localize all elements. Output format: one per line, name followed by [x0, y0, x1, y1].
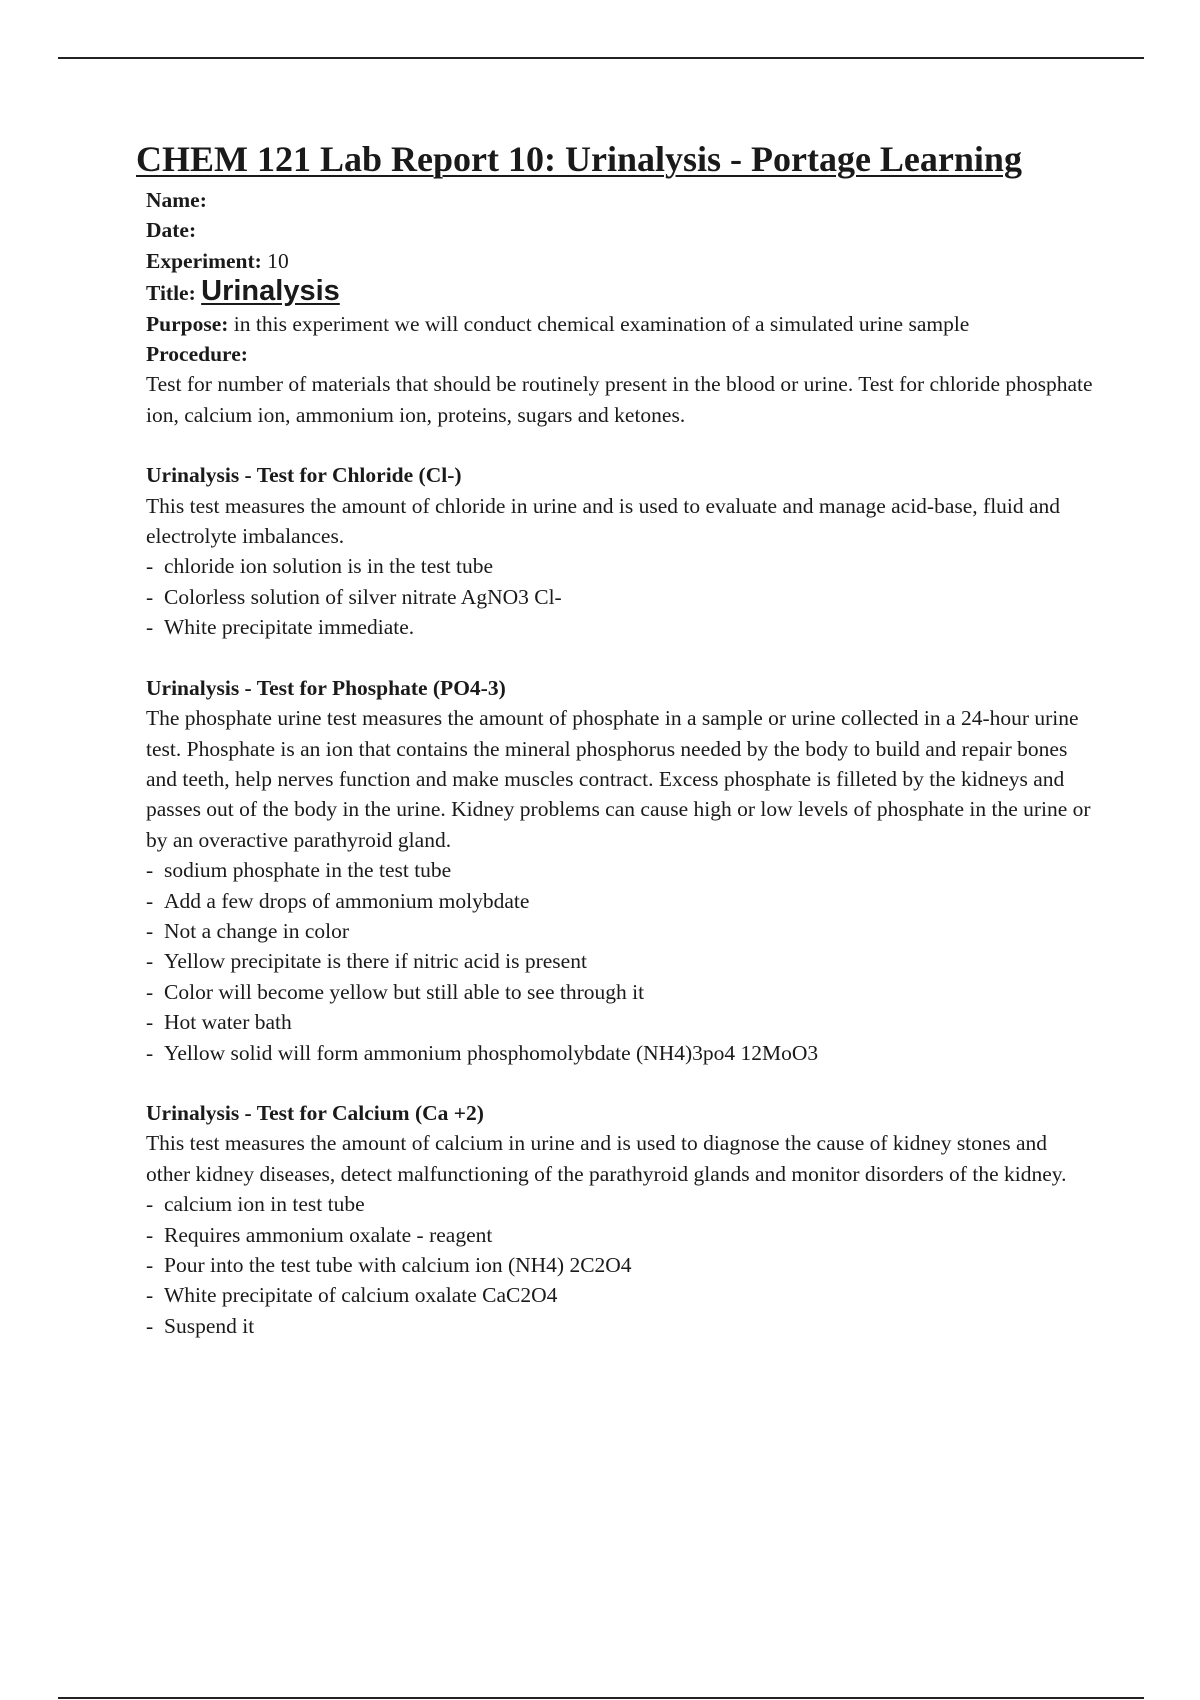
experiment-field — [146, 246, 1096, 276]
list-item: - Suspend it — [146, 1311, 1096, 1341]
section-description: This test measures the amount of calcium in urine and is used to diagnose the cause of kidney stones and other kidney diseases, detect malfunctioning of the parathyroid glands and monitor disorders of the kidney. — [146, 1131, 1067, 1186]
section-heading: Urinalysis - Test for Phosphate (PO4-3) — [146, 675, 506, 700]
section-heading: Urinalysis - Test for Chloride (Cl-) — [146, 463, 462, 488]
date-label: Date: — [146, 218, 197, 243]
list-item: - calcium ion in test tube — [146, 1189, 1096, 1219]
list-item: - Requires ammonium oxalate - reagent — [146, 1220, 1096, 1250]
list-item: - Pour into the test tube with calcium ion (NH4) 2C2O4 — [146, 1250, 1096, 1280]
list-item: - White precipitate immediate. — [146, 612, 1096, 642]
page-bottom-rule — [58, 1697, 1144, 1699]
list-item: - Add a few drops of ammonium molybdate — [146, 886, 1096, 916]
document-title: CHEM 121 Lab Report 10: Urinalysis - Portage Learning — [136, 139, 1022, 179]
name-label: Name: — [146, 188, 207, 212]
purpose-text: in this experiment we will conduct chemical examination of a simulated urine sample — [228, 311, 970, 336]
list-item: - Yellow solid will form ammonium phosphomolybdate (NH4)3po4 12MoO3 — [146, 1038, 1096, 1068]
step-list — [146, 855, 1096, 1068]
section-description: This test measures the amount of chloride in urine and is used to evaluate and manage acid-base, fluid and electrolyte imbalances. — [146, 493, 1061, 549]
list-item: - Colorless solution of silver nitrate AgNO3 Cl- — [146, 582, 1096, 612]
step-list — [146, 1189, 1096, 1341]
experiment-value: 10 — [267, 248, 289, 273]
date-field — [146, 215, 1096, 245]
list-item: - Color will become yellow but still able to see through it — [146, 977, 1096, 1007]
purpose-label: Purpose: — [146, 311, 229, 336]
procedure-label: Procedure: — [146, 342, 248, 367]
experiment-label: Experiment: — [146, 248, 262, 273]
list-item: - sodium phosphate in the test tube — [146, 855, 1096, 885]
list-item: - chloride ion solution is in the test tube — [146, 551, 1096, 581]
list-item: - Hot water bath — [146, 1007, 1096, 1037]
section-heading: Urinalysis - Test for Calcium (Ca +2) — [146, 1100, 484, 1125]
list-item: - Yellow precipitate is there if nitric acid is present — [146, 946, 1096, 976]
section-description: The phosphate urine test measures the amount of phosphate in a sample or urine collected in a 24-hour urine test. Phosphate is an ion that contains the mineral phosphorus needed by the body to build and repair bones and teeth, help nerves function and make muscles contract. Excess phosphate is filleted by the kidneys and passes out of the body in the urine. Kidney problems can cause high or low levels of phosphate in the urine or by an overactive parathyroid gland. — [146, 706, 1091, 852]
title-label: Title: — [146, 281, 196, 306]
procedure-text: Test for number of materials that should be routinely present in the blood or urine. Test for chloride phosphate ion, calcium ion, ammonium ion, proteins, sugars and ketones. — [146, 372, 1093, 427]
name-field — [146, 185, 1096, 215]
section-phosphate — [146, 673, 1096, 1068]
purpose-paragraph — [146, 309, 1096, 339]
title-field — [146, 276, 1096, 308]
step-list — [146, 551, 1096, 642]
page-top-rule — [58, 57, 1144, 59]
title-value: Urinalysis — [201, 275, 340, 308]
document-body — [146, 185, 1096, 1341]
section-chloride — [146, 460, 1096, 642]
list-item: - Not a change in color — [146, 916, 1096, 946]
list-item: - White precipitate of calcium oxalate CaC2O4 — [146, 1280, 1096, 1310]
section-calcium — [146, 1098, 1096, 1341]
